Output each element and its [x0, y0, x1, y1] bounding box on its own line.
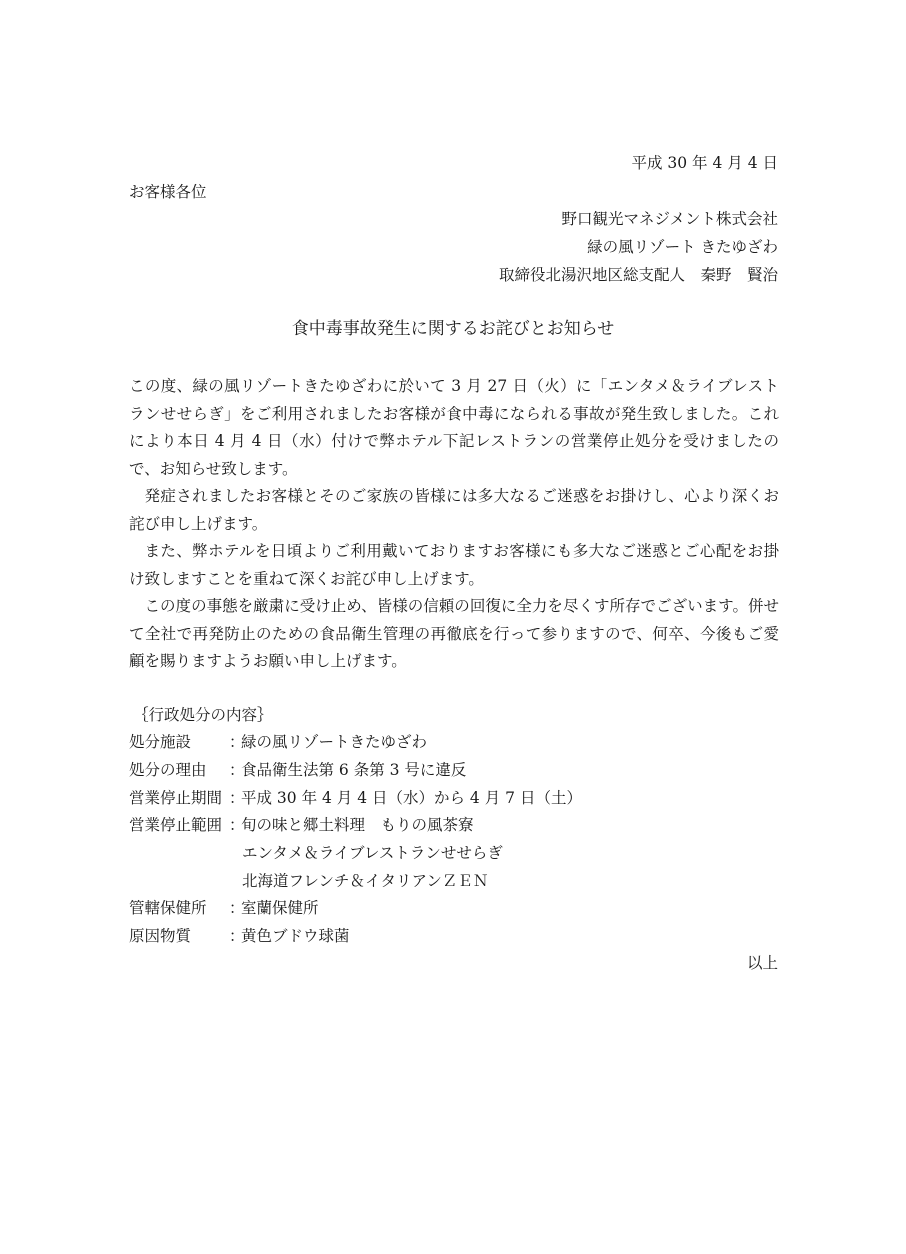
detail-scope-restaurant-3: 北海道フレンチ＆イタリアンＺＥＮ	[242, 872, 489, 890]
detail-separator: ：	[229, 816, 245, 834]
apology-body	[129, 373, 779, 676]
detail-row-cause	[129, 926, 350, 946]
detail-label: 原因物質	[129, 927, 192, 945]
detail-value: 室蘭保健所	[241, 899, 319, 917]
detail-label: 営業停止範囲	[129, 816, 223, 834]
signatory: 取締役北湯沢地区総支配人 秦野 賢治	[498, 266, 778, 284]
detail-separator: ：	[229, 789, 245, 807]
detail-scope-restaurant-2: エンタメ＆ライブレストランせせらぎ	[242, 844, 503, 862]
document-title: 食中毒事故発生に関するお詫びとお知らせ	[291, 319, 615, 339]
document-date: 平成 30 年 4 月 4 日	[631, 154, 778, 172]
paragraph-incident: この度、緑の風リゾートきたゆざわに於いて 3 月 27 日（火）に「エンタメ＆ライブレストランせせらぎ」をご利用されましたお客様が食中毒になられる事故が発生致しました。これにより本日 4 月 4 日（水）付けで弊ホテル下記レストランの営業停止処分を受けましたので、お知らせ致します。	[129, 377, 779, 478]
paragraph-prevention: この度の事態を厳粛に受け止め、皆様の信頼の回復に全力を尽くす所存でございます。併せて全社で再発防止のための食品衛生管理の再徹底を行って参りますので、何卒、今後もご愛顧を賜りますようお願い申し上げます。	[129, 597, 779, 670]
recipient-line: お客様各位	[129, 183, 207, 201]
detail-label: 処分の理由	[129, 761, 207, 779]
detail-row-facility	[129, 732, 427, 752]
detail-separator: ：	[229, 927, 245, 945]
company-name: 野口観光マネジメント株式会社	[561, 210, 778, 228]
detail-row-health-center	[129, 898, 319, 918]
detail-label: 処分施設	[129, 733, 192, 751]
detail-separator: ：	[229, 899, 245, 917]
detail-row-suspension-scope	[129, 815, 474, 835]
detail-separator: ：	[229, 733, 245, 751]
detail-label: 管轄保健所	[129, 899, 207, 917]
paragraph-apology: 発症されましたお客様とそのご家族の皆様には多大なるご迷惑をお掛けし、心より深くお詫び申し上げます。	[129, 487, 779, 533]
hotel-name: 緑の風リゾート きたゆざわ	[587, 238, 778, 256]
detail-value: 平成 30 年 4 月 4 日（水）から 4 月 7 日（土）	[241, 789, 582, 807]
detail-separator: ：	[229, 761, 245, 779]
detail-row-reason	[129, 760, 466, 780]
detail-value: 食品衛生法第 6 条第 3 号に違反	[241, 761, 467, 779]
paragraph-inconvenience: また、弊ホテルを日頃よりご利用戴いておりますお客様にも多大なご迷惑とご心配をお掛け致しますことを重ねて深くお詫び申し上げます。	[129, 542, 779, 588]
detail-row-suspension-period	[129, 788, 582, 808]
detail-value: 旬の味と郷土料理 もりの風茶寮	[241, 816, 474, 834]
closing-mark: 以上	[746, 954, 778, 972]
detail-value: 緑の風リゾートきたゆざわ	[241, 733, 428, 751]
detail-value: 黄色ブドウ球菌	[241, 927, 350, 945]
detail-label: 営業停止期間	[129, 789, 223, 807]
details-heading: ｛行政処分の内容｝	[133, 706, 273, 724]
